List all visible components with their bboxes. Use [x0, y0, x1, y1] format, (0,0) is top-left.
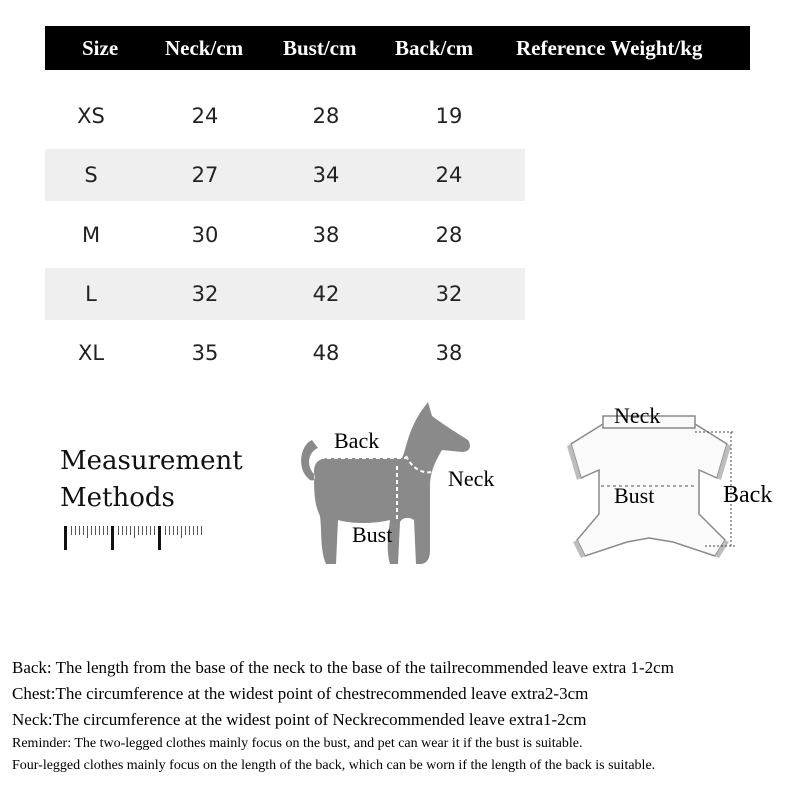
dog-label-back: Back: [334, 428, 380, 453]
table-row: [45, 149, 525, 201]
cell-back: 32: [435, 282, 463, 306]
header-size: Size: [82, 36, 119, 60]
measurement-notes: [12, 655, 800, 777]
note-neck: Neck:The circumference at the widest point of Neckrecommended leave extra1-2cm: [12, 710, 587, 729]
table-row: [45, 327, 525, 379]
cell-back: 19: [435, 104, 463, 128]
dog-label-neck: Neck: [448, 466, 495, 491]
cell-neck: 27: [191, 163, 219, 187]
measurement-methods-title: [60, 443, 243, 517]
cell-neck: 24: [191, 104, 219, 128]
table-header: [45, 26, 750, 70]
cell-bust: 34: [312, 163, 340, 187]
cell-size: XL: [77, 341, 105, 365]
note-reminder: Reminder: The two-legged clothes mainly focus on the bust, and pet can wear it if the bust is suitable.: [12, 736, 583, 751]
header-neck: Neck/cm: [165, 36, 244, 60]
cell-size: S: [84, 163, 98, 187]
clothes-label-back: Back: [723, 482, 773, 508]
measurement-title-line2: Methods: [60, 483, 175, 513]
cell-size: L: [85, 282, 97, 306]
cell-back: 38: [435, 341, 463, 365]
clothes-label-neck: Neck: [614, 403, 661, 428]
table-row: [45, 209, 525, 261]
clothes-label-bust: Bust: [614, 483, 655, 508]
cell-neck: 35: [191, 341, 219, 365]
cell-bust: 48: [312, 341, 340, 365]
note-four-legged: Four-legged clothes mainly focus on the length of the back, which can be worn if the length of the back is suitable.: [12, 758, 656, 773]
cell-neck: 30: [191, 223, 219, 247]
cell-size: XS: [77, 104, 105, 128]
ruler-icon: [64, 520, 209, 552]
cell-bust: 28: [312, 104, 340, 128]
table-row: [45, 90, 525, 142]
header-bust: Bust/cm: [283, 36, 357, 60]
header-reference-weight: Reference Weight/kg: [516, 36, 703, 60]
cell-neck: 32: [191, 282, 219, 306]
cell-bust: 42: [312, 282, 340, 306]
cell-back: 24: [435, 163, 463, 187]
header-back: Back/cm: [395, 36, 474, 60]
dog-label-bust: Bust: [352, 522, 393, 547]
measurement-title-line1: Measurement: [60, 446, 243, 476]
cell-bust: 38: [312, 223, 340, 247]
cell-back: 28: [435, 223, 463, 247]
note-back: Back: The length from the base of the neck to the base of the tailrecommended leave extra 1-2cm: [12, 658, 674, 677]
cell-size: M: [81, 223, 101, 247]
note-chest: Chest:The circumference at the widest point of chestrecommended leave extra2-3cm: [12, 684, 589, 703]
table-row: [45, 268, 525, 320]
